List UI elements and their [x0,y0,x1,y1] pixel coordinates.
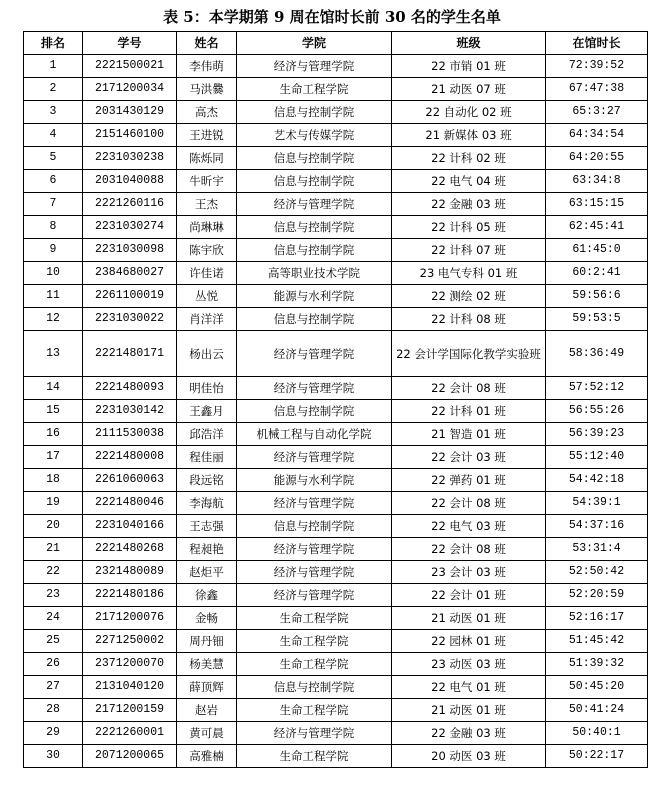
table-row [24,377,648,400]
student-name-cell: 王进锐 [177,124,237,147]
student-id-cell: 2071200065 [83,745,177,768]
rank-cell: 28 [24,699,83,722]
student-id-cell: 2221480093 [83,377,177,400]
student-id-cell: 2221480186 [83,584,177,607]
student-name-cell: 王杰 [177,193,237,216]
duration-cell: 53:31:4 [546,538,648,561]
student-id-cell: 2261060063 [83,469,177,492]
duration-cell: 55:12:40 [546,446,648,469]
college-cell: 高等职业技术学院 [237,262,392,285]
college-cell: 生命工程学院 [237,607,392,630]
table-row [24,607,648,630]
rank-cell: 6 [24,170,83,193]
table-row [24,561,648,584]
class-cell: 23 动医 03 班 [392,653,546,676]
table-row [24,584,648,607]
student-id-cell: 2221480268 [83,538,177,561]
duration-cell: 61:45:0 [546,239,648,262]
college-cell: 经济与管理学院 [237,377,392,400]
class-cell: 21 智造 01 班 [392,423,546,446]
rank-cell: 20 [24,515,83,538]
duration-cell: 57:52:12 [546,377,648,400]
table-row [24,216,648,239]
table-row [24,469,648,492]
college-cell: 经济与管理学院 [237,561,392,584]
student-name-cell: 李海航 [177,492,237,515]
class-cell: 22 计科 07 班 [392,239,546,262]
student-id-cell: 2221480046 [83,492,177,515]
student-id-cell: 2221260116 [83,193,177,216]
table-row [24,101,648,124]
class-cell: 22 会计 08 班 [392,492,546,515]
table-row [24,653,648,676]
student-id-cell: 2321480089 [83,561,177,584]
class-cell: 22 金融 03 班 [392,193,546,216]
table-row [24,722,648,745]
class-cell: 22 会计 08 班 [392,377,546,400]
duration-cell: 54:37:16 [546,515,648,538]
student-id-cell: 2384680027 [83,262,177,285]
rank-cell: 24 [24,607,83,630]
class-cell: 22 电气 01 班 [392,676,546,699]
student-id-cell: 2221260001 [83,722,177,745]
duration-cell: 63:15:15 [546,193,648,216]
college-cell: 能源与水利学院 [237,285,392,308]
student-name-cell: 杨出云 [177,331,237,377]
rank-cell: 22 [24,561,83,584]
student-id-cell: 2171200034 [83,78,177,101]
student-name-cell: 丛悦 [177,285,237,308]
class-cell: 22 计科 01 班 [392,400,546,423]
class-cell: 22 市销 01 班 [392,55,546,78]
student-id-cell: 2271250002 [83,630,177,653]
table-body [24,55,648,768]
rank-cell: 8 [24,216,83,239]
class-cell: 22 园林 01 班 [392,630,546,653]
table-row [24,745,648,768]
student-name-cell: 王志强 [177,515,237,538]
table-row [24,515,648,538]
student-name-cell: 程佳丽 [177,446,237,469]
student-name-cell: 周丹钿 [177,630,237,653]
student-name-cell: 高杰 [177,101,237,124]
student-id-cell: 2031040088 [83,170,177,193]
college-cell: 机械工程与自动化学院 [237,423,392,446]
ranking-table [23,31,648,768]
college-cell: 能源与水利学院 [237,469,392,492]
rank-cell: 25 [24,630,83,653]
table-row [24,308,648,331]
student-name-cell: 赵炬平 [177,561,237,584]
duration-cell: 67:47:38 [546,78,648,101]
rank-cell: 16 [24,423,83,446]
rank-cell: 12 [24,308,83,331]
table-row [24,170,648,193]
college-cell: 经济与管理学院 [237,492,392,515]
table-row [24,193,648,216]
student-id-cell: 2221480008 [83,446,177,469]
student-id-cell: 2031430129 [83,101,177,124]
table-row [24,285,648,308]
college-cell: 经济与管理学院 [237,55,392,78]
duration-cell: 63:34:8 [546,170,648,193]
rank-cell: 18 [24,469,83,492]
table-row [24,262,648,285]
table-row [24,400,648,423]
student-name-cell: 段远铭 [177,469,237,492]
student-id-cell: 2171200159 [83,699,177,722]
duration-cell: 50:41:24 [546,699,648,722]
duration-cell: 64:20:55 [546,147,648,170]
duration-cell: 50:40:1 [546,722,648,745]
college-cell: 生命工程学院 [237,653,392,676]
student-name-cell: 马洪爨 [177,78,237,101]
header-row [24,32,648,55]
table-row [24,55,648,78]
college-cell: 经济与管理学院 [237,538,392,561]
college-cell: 信息与控制学院 [237,515,392,538]
college-cell: 艺术与传媒学院 [237,124,392,147]
college-cell: 生命工程学院 [237,78,392,101]
college-cell: 经济与管理学院 [237,193,392,216]
student-name-cell: 明佳怡 [177,377,237,400]
class-cell: 22 会计 08 班 [392,538,546,561]
class-cell: 22 会计学国际化教学实验班 [392,331,546,377]
rank-cell: 3 [24,101,83,124]
rank-cell: 21 [24,538,83,561]
student-id-cell: 2151460100 [83,124,177,147]
duration-cell: 51:45:42 [546,630,648,653]
student-id-cell: 2221480171 [83,331,177,377]
student-name-cell: 陈宇欣 [177,239,237,262]
college-cell: 经济与管理学院 [237,446,392,469]
duration-cell: 64:34:54 [546,124,648,147]
class-cell: 21 动医 07 班 [392,78,546,101]
student-name-cell: 陈烁同 [177,147,237,170]
table-row [24,446,648,469]
table-row [24,676,648,699]
class-cell: 22 计科 02 班 [392,147,546,170]
rank-cell: 1 [24,55,83,78]
header-rank: 排名 [24,32,83,55]
college-cell: 信息与控制学院 [237,101,392,124]
student-name-cell: 王鑫月 [177,400,237,423]
rank-cell: 29 [24,722,83,745]
student-id-cell: 2231040166 [83,515,177,538]
college-cell: 信息与控制学院 [237,170,392,193]
rank-cell: 5 [24,147,83,170]
rank-cell: 10 [24,262,83,285]
table-row [24,538,648,561]
duration-cell: 50:22:17 [546,745,648,768]
student-name-cell: 邱浩洋 [177,423,237,446]
duration-cell: 52:50:42 [546,561,648,584]
duration-cell: 54:39:1 [546,492,648,515]
class-cell: 21 动医 01 班 [392,607,546,630]
college-cell: 信息与控制学院 [237,308,392,331]
rank-cell: 9 [24,239,83,262]
table-row [24,78,648,101]
rank-cell: 7 [24,193,83,216]
student-name-cell: 程昶艳 [177,538,237,561]
college-cell: 信息与控制学院 [237,147,392,170]
header-college: 学院 [237,32,392,55]
college-cell: 信息与控制学院 [237,400,392,423]
class-cell: 22 自动化 02 班 [392,101,546,124]
table-row [24,630,648,653]
duration-cell: 54:42:18 [546,469,648,492]
rank-cell: 27 [24,676,83,699]
duration-cell: 51:39:32 [546,653,648,676]
college-cell: 经济与管理学院 [237,722,392,745]
duration-cell: 58:36:49 [546,331,648,377]
duration-cell: 72:39:52 [546,55,648,78]
student-name-cell: 肖洋洋 [177,308,237,331]
class-cell: 22 会计 01 班 [392,584,546,607]
student-id-cell: 2231030142 [83,400,177,423]
rank-cell: 15 [24,400,83,423]
student-name-cell: 李伟萌 [177,55,237,78]
college-cell: 信息与控制学院 [237,239,392,262]
student-id-cell: 2231030098 [83,239,177,262]
student-id-cell: 2371200070 [83,653,177,676]
student-id-cell: 2111530038 [83,423,177,446]
student-name-cell: 薛顶辉 [177,676,237,699]
rank-cell: 11 [24,285,83,308]
duration-cell: 59:56:6 [546,285,648,308]
duration-cell: 52:20:59 [546,584,648,607]
duration-cell: 65:3:27 [546,101,648,124]
college-cell: 信息与控制学院 [237,216,392,239]
duration-cell: 50:45:20 [546,676,648,699]
class-cell: 20 动医 03 班 [392,745,546,768]
duration-cell: 62:45:41 [546,216,648,239]
student-name-cell: 黄可晨 [177,722,237,745]
class-cell: 22 电气 04 班 [392,170,546,193]
table-title: 表 5：本学期第 9 周在馆时长前 30 名的学生名单 [163,8,501,26]
rank-cell: 17 [24,446,83,469]
student-id-cell: 2231030238 [83,147,177,170]
student-name-cell: 牛昕宇 [177,170,237,193]
table-row [24,699,648,722]
class-cell: 22 会计 03 班 [392,446,546,469]
table-row [24,147,648,170]
class-cell: 22 计科 08 班 [392,308,546,331]
duration-cell: 52:16:17 [546,607,648,630]
class-cell: 22 测绘 02 班 [392,285,546,308]
rank-cell: 19 [24,492,83,515]
student-id-cell: 2231030274 [83,216,177,239]
table-row [24,492,648,515]
duration-cell: 60:2:41 [546,262,648,285]
table-row [24,239,648,262]
college-cell: 信息与控制学院 [237,676,392,699]
class-cell: 23 电气专科 01 班 [392,262,546,285]
duration-cell: 59:53:5 [546,308,648,331]
student-name-cell: 金畅 [177,607,237,630]
rank-cell: 14 [24,377,83,400]
header-name: 姓名 [177,32,237,55]
rank-cell: 26 [24,653,83,676]
college-cell: 经济与管理学院 [237,584,392,607]
student-name-cell: 尚琳琳 [177,216,237,239]
class-cell: 22 金融 03 班 [392,722,546,745]
student-id-cell: 2171200076 [83,607,177,630]
college-cell: 生命工程学院 [237,630,392,653]
class-cell: 21 动医 01 班 [392,699,546,722]
student-id-cell: 2231030022 [83,308,177,331]
rank-cell: 30 [24,745,83,768]
header-duration: 在馆时长 [546,32,648,55]
rank-cell: 13 [24,331,83,377]
class-cell: 23 会计 03 班 [392,561,546,584]
rank-cell: 23 [24,584,83,607]
table-row [24,423,648,446]
student-name-cell: 高雅楠 [177,745,237,768]
class-cell: 22 电气 03 班 [392,515,546,538]
college-cell: 经济与管理学院 [237,331,392,377]
student-name-cell: 许佳诺 [177,262,237,285]
table-row [24,124,648,147]
class-cell: 22 弹药 01 班 [392,469,546,492]
duration-cell: 56:39:23 [546,423,648,446]
student-name-cell: 杨美慧 [177,653,237,676]
header-student-id: 学号 [83,32,177,55]
student-id-cell: 2221500021 [83,55,177,78]
header-class: 班级 [392,32,546,55]
student-id-cell: 2261100019 [83,285,177,308]
rank-cell: 4 [24,124,83,147]
class-cell: 21 新媒体 03 班 [392,124,546,147]
college-cell: 生命工程学院 [237,745,392,768]
class-cell: 22 计科 05 班 [392,216,546,239]
college-cell: 生命工程学院 [237,699,392,722]
student-name-cell: 赵岩 [177,699,237,722]
student-id-cell: 2131040120 [83,676,177,699]
rank-cell: 2 [24,78,83,101]
duration-cell: 56:55:26 [546,400,648,423]
table-row [24,331,648,377]
student-name-cell: 徐鑫 [177,584,237,607]
